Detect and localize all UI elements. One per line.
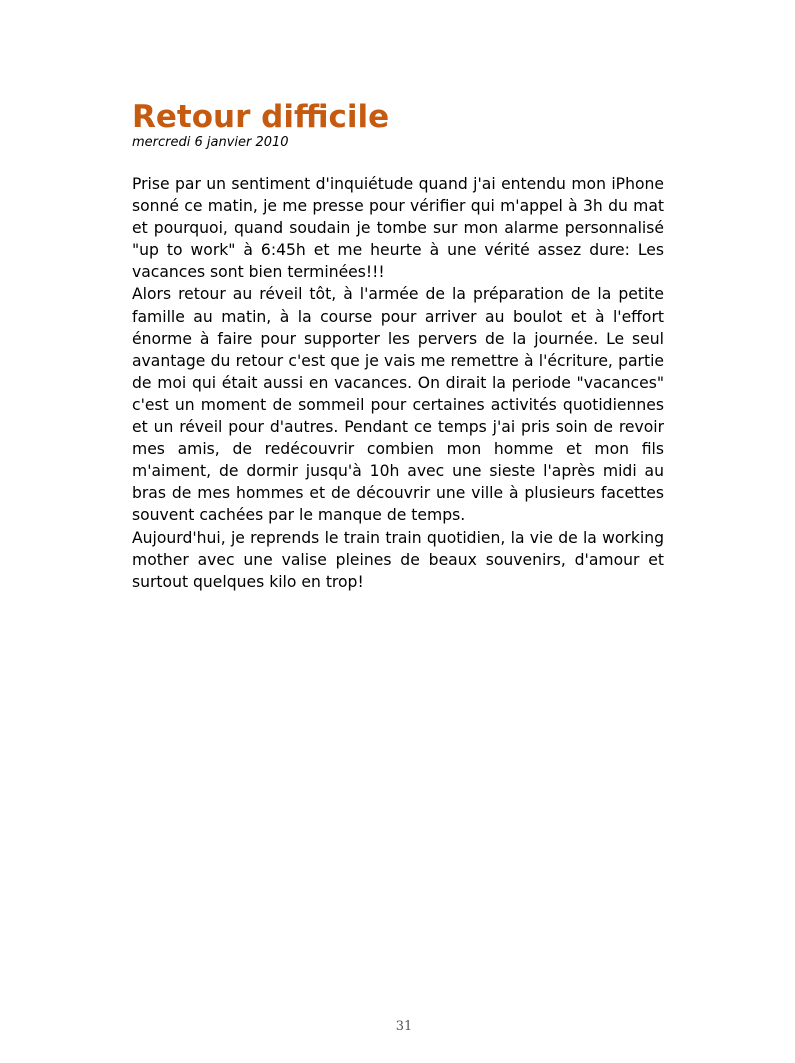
page-number: 31 bbox=[395, 1019, 413, 1034]
article-paragraph: Alors retour au réveil tôt, à l'armée de la préparation de la petite famille au matin, à la course pour arriver au boulot et à l'effort énorme à faire pour supporter les pervers de la journée. Le seul avantage du retour c'est que je vais me remettre à l'écriture, partie de moi qui était aussi en vacances. On dirait la periode "vacances" c'est un moment de sommeil pour certaines activités quotidiennes et un réveil pour d'autres. Pendant ce temps j'ai pris soin de revoir mes amis, de redécouvrir combien mon homme et mon fils m'aiment, de dormir jusqu'à 10h avec une sieste l'après midi au bras de mes hommes et de découvrir une ville à plusieurs facettes souvent cachées par le manque de temps. bbox=[132, 285, 664, 525]
article-date: mercredi 6 janvier 2010 bbox=[132, 135, 289, 150]
article-paragraph: Aujourd'hui, je reprends le train train quotidien, la vie de la working mother avec une valise pleines de beaux souvenirs, d'amour et surtout quelques kilo en trop! bbox=[132, 528, 664, 591]
article-paragraph: Prise par un sentiment d'inquiétude quand j'ai entendu mon iPhone sonné ce matin, je me presse pour vérifier qui m'appel à 3h du mat et pourquoi, quand soudain je tombe sur mon alarme personnalisé "up to work" à 6:45h et me heurte à une vérité assez dure: Les vacances sont bien terminées!!! bbox=[132, 175, 664, 282]
article-body bbox=[132, 173, 664, 593]
article-title: Retour difficile bbox=[132, 99, 390, 135]
